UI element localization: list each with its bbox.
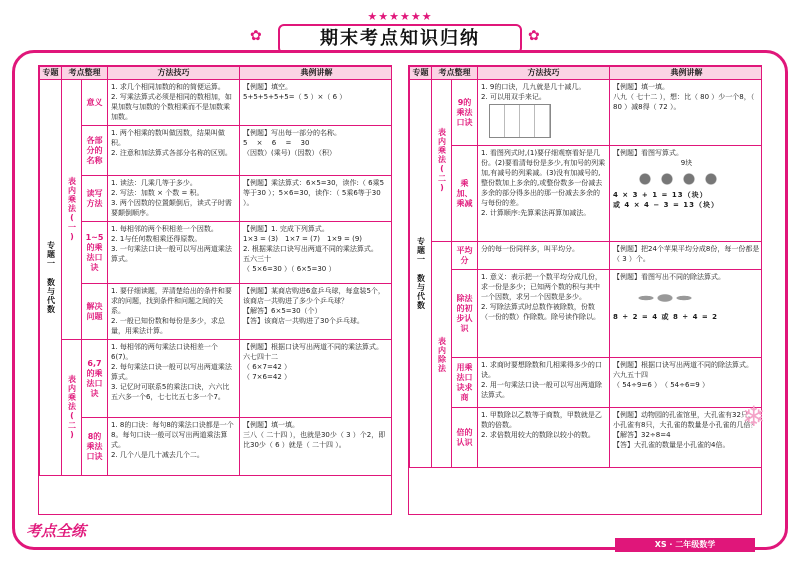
- example-line: 【例题】填一填。: [613, 83, 669, 91]
- method-line: 1. 每相邻的两句乘法口诀相差一个6(7)。: [111, 343, 218, 361]
- example-cell: [240, 418, 393, 476]
- example-line: 【例题】动物园的孔雀馆里，大孔雀有32只，小孔雀有8只，大孔雀的数量是小孔雀的几倍？: [613, 411, 758, 429]
- header-kaodian: 考点整理: [432, 67, 478, 80]
- method-cell: [478, 358, 610, 408]
- method-line: 2. 几个八是几十减去几个二。: [111, 451, 204, 459]
- method-cell: [108, 126, 240, 176]
- footer-label: XS · 二年级数学: [615, 538, 755, 552]
- method-cell: [108, 284, 240, 340]
- subtopic-label: 表内乘法(二): [432, 80, 452, 242]
- table-row: [40, 418, 393, 476]
- header-zhuanti: 专题: [410, 67, 432, 80]
- example-line: 【例题】写出每一部分的名称。: [243, 129, 341, 137]
- method-cell: [478, 408, 610, 468]
- method-cell: [108, 418, 240, 476]
- example-line: 三八（ 二十四 ），也就是30少（ 3 ）个2，即比30少（ 6 ）就是（ 二十四 ）。: [243, 431, 386, 449]
- hands-image: [489, 104, 551, 138]
- table-row: [40, 222, 393, 284]
- point-label: 平均分: [452, 242, 478, 270]
- subtopic-label: 表内乘法(二): [62, 340, 82, 476]
- table-row: [40, 126, 393, 176]
- table-row: [40, 284, 393, 340]
- example-line: 【例题】乘法算式：6×5=30，读作:（ 6乘5等于30 ）；5×6=30，读作：（ 5乘6等于30 ）。: [243, 179, 385, 207]
- page-title: 期末考点知识归纳: [278, 24, 522, 54]
- subtopic-label: 表内乘法(一): [62, 80, 82, 340]
- point-label: 解决问题: [82, 284, 108, 340]
- method-line: 1. 两个相乘的数叫做因数，结果叫做积。: [111, 129, 225, 147]
- equation: 或 4 × 4 − 3 = 13（块）: [613, 201, 720, 209]
- example-line: 【例题】看图写算式。: [613, 149, 683, 157]
- method-line: 2. 一般已知份数和每份是多少，求总量，用乘法计算。: [111, 317, 225, 335]
- example-line: 【例题】根据口诀写出两道不同的除法算式。: [613, 361, 753, 369]
- header-kaodian: 考点整理: [62, 67, 108, 80]
- method-line: 1. 读法：几乘几等于多少。: [111, 179, 197, 187]
- table-row: [410, 358, 763, 408]
- method-line: 1. 求几个相同加数的和的简便运算。: [111, 83, 225, 91]
- equation: 8 ÷ 2 = 4 或 8 ÷ 4 = 2: [613, 313, 719, 321]
- example-line: 六九五十四: [613, 371, 648, 379]
- example-cell: [240, 176, 393, 222]
- example-line: （ 7×6=42 ）: [243, 373, 291, 381]
- table-row: [40, 176, 393, 222]
- point-label: 倍的认识: [452, 408, 478, 468]
- method-line: 1. 9的口诀，几九就是几十减几。: [481, 83, 586, 91]
- example-line: 六七四十二: [243, 353, 278, 361]
- point-label: 6,7的乘法口诀: [82, 340, 108, 418]
- example-line: 【例题】1. 完成下列算式。: [243, 225, 329, 233]
- method-line: 2. 求倍数用较大的数除以较小的数。: [481, 431, 595, 439]
- example-line: 【例题】填一填。: [243, 421, 299, 429]
- example-line: （ 54÷9=6 ） （ 54÷6=9 ）: [613, 381, 709, 389]
- point-label: 9的乘法口诀: [452, 80, 478, 146]
- method-line: 2. 用一句乘法口诀一般可以写出两道除法算式。: [481, 381, 602, 399]
- header-dianli: 典例讲解: [240, 67, 393, 80]
- header-zhuanti: 专题: [40, 67, 62, 80]
- example-line: 【答】大孔雀的数量是小孔雀的4倍。: [613, 441, 730, 449]
- example-line: 【解答】6×5=30（个）: [243, 307, 322, 315]
- method-line: 2. 写法：加数 × 个数 = 积。: [111, 189, 204, 197]
- header-fangfa: 方法技巧: [108, 67, 240, 80]
- brand-logo: 考点全练: [26, 522, 87, 540]
- topic-label: 专题一 数与代数: [410, 80, 432, 468]
- example-cell: [240, 222, 393, 284]
- header-fangfa: 方法技巧: [478, 67, 610, 80]
- example-line: 【例题】看图写出不同的除法算式。: [613, 273, 725, 281]
- right-header-row: [410, 67, 763, 80]
- pears-image: [637, 284, 693, 310]
- topic-label: 专题一 数与代数: [40, 80, 62, 476]
- method-line: 2. 计算顺序:先算乘法再算加减法。: [481, 209, 591, 217]
- method-cell: [478, 146, 610, 242]
- example-line: 【例题】把24个苹果平均分成8份，每一份都是（ 3 ）个。: [613, 245, 760, 263]
- method-cell: [478, 80, 610, 146]
- example-cell: [240, 340, 393, 418]
- table-row: [410, 270, 763, 358]
- left-table: [39, 66, 392, 476]
- example-cell: [240, 80, 393, 126]
- cakes-image: [633, 170, 723, 188]
- method-line: 3. 记忆时可联系5的乘法口诀，六六比五六多一个6，七七比五七多一个7。: [111, 383, 230, 401]
- example-line: 【解答】32÷8=4: [613, 431, 671, 439]
- example-cell: [240, 284, 393, 340]
- flower-icon-right: ✿: [528, 28, 540, 44]
- example-line: 5+5+5+5+5=（ 5 ）×（ 6 ）: [243, 93, 347, 101]
- title-stars: ★★★★★★: [367, 10, 433, 23]
- header-dianli: 典例讲解: [610, 67, 763, 80]
- example-line: 【例题】根据口诀写出两道不同的乘法算式。: [243, 343, 383, 351]
- method-cell: [478, 270, 610, 358]
- example-line: 9块: [680, 159, 693, 167]
- example-cell: [240, 126, 393, 176]
- method-cell: [108, 222, 240, 284]
- method-line: 2. 可以用双手来记。: [481, 93, 546, 101]
- equation: 4 × 3 + 1 = 13（块）: [613, 191, 708, 199]
- method-cell: [478, 242, 610, 270]
- example-line: 八九（ 七十二 ），想：比（ 80 ）少一个8，（ 80 ）减8得（ 72 ）。: [613, 93, 755, 111]
- method-line: 1. 意义：表示把一个数平均分成几份，求一份是多少；已知两个数的积与其中一个因数，求另一个因数是多少。: [481, 273, 602, 301]
- example-line: （ 5×6=30 ）（ 6×5=30 ）: [243, 265, 336, 273]
- right-panel: [408, 65, 762, 515]
- point-label: 用乘法口诀求商: [452, 358, 478, 408]
- example-line: 1×3 = (3) 1×7 = (7) 1×9 = (9): [243, 235, 363, 243]
- method-line: 2. 1与任何数相乘还得原数。: [111, 235, 202, 243]
- example-cell: [610, 408, 763, 468]
- example-line: 5 × 6 = 30: [243, 139, 310, 147]
- point-label: 除法的初步认识: [452, 270, 478, 358]
- example-line: 五六三十: [243, 255, 271, 263]
- method-line: 1. 甲数除以乙数等于商数，甲数就是乙数的倍数。: [481, 411, 602, 429]
- method-line: 2. 写乘法算式必须是相同的数相加，如果加数与加数的个数相乘而不是加数乘加数。: [111, 93, 232, 121]
- example-line: 2. 根据乘法口诀写出两道不同的乘法算式。: [243, 245, 378, 253]
- left-header-row: [40, 67, 393, 80]
- example-cell: [610, 242, 763, 270]
- method-line: 1. 看图列式时,(1)要仔细观察看好是几份。(2)要看清每份是多少,有加号的列乘加,有减号的列乘减。(3)没有加减号的,整份数加上多余的,或整份数多一份减去多余的部分得多出的那一份减去多余的与每份的差。: [481, 149, 606, 207]
- method-line: 1. 要仔细读题，弄清楚给出的条件和要求的问题，找到条件和问题之间的关系。: [111, 287, 232, 315]
- method-line: 2. 每句乘法口诀一般可以写出两道乘法算式。: [111, 363, 232, 381]
- example-line: （因数）(乘号)（因数）（积）: [243, 149, 336, 157]
- point-label: 意义: [82, 80, 108, 126]
- point-label: 乘加、乘减: [452, 146, 478, 242]
- subtopic-label: 表内除法: [432, 242, 452, 468]
- method-line: 1. 求商时要想除数和几相乘得多少的口诀。: [481, 361, 602, 379]
- table-row: [410, 408, 763, 468]
- method-line: 1. 8的口诀：每句8的乘法口诀都是一个8。每句口诀一般可以写出两道乘法算式。: [111, 421, 234, 449]
- flower-icon-left: ✿: [250, 28, 262, 44]
- left-panel: [38, 65, 392, 515]
- method-line: 1. 每相邻的两个积相差一个因数。: [111, 225, 218, 233]
- method-line: 3. 两个因数的位置颠倒后，读式子时需要颠倒顺序。: [111, 199, 232, 217]
- example-cell: [610, 80, 763, 146]
- example-line: （ 6×7=42 ）: [243, 363, 291, 371]
- method-cell: [108, 340, 240, 418]
- method-line: 2. 注意和加法算式各部分名称的区别。: [111, 149, 232, 157]
- example-cell: [610, 358, 763, 408]
- method-line: 2. 写除法算式时总数作被除数，份数（一份的数）作除数。除号读作除以。: [481, 303, 600, 321]
- method-cell: [108, 80, 240, 126]
- point-label: 1~5的乘法口诀: [82, 222, 108, 284]
- right-table: [409, 66, 762, 468]
- example-line: 【答】该商店一共购进了30个乒乓球。: [243, 317, 364, 325]
- table-row: [40, 340, 393, 418]
- table-row: [40, 80, 393, 126]
- method-line: 3. 一句乘法口诀一般可以写出两道乘法算式。: [111, 245, 232, 263]
- snowflake-icon: ❄: [742, 400, 766, 433]
- example-line: 【例题】某商店购进6盒乒乓球，每盒装5个，该商店一共购进了多少个乒乓球？: [243, 287, 385, 305]
- method-line: 分的每一份同样多，叫平均分。: [481, 245, 579, 253]
- table-row: [410, 146, 763, 242]
- table-row: [410, 242, 763, 270]
- point-label: 各部分的名称: [82, 126, 108, 176]
- point-label: 8的乘法口诀: [82, 418, 108, 476]
- example-line: 【例题】填空。: [243, 83, 292, 91]
- example-cell: [610, 146, 763, 242]
- method-cell: [108, 176, 240, 222]
- example-cell: [610, 270, 763, 358]
- point-label: 读写方法: [82, 176, 108, 222]
- table-row: [410, 80, 763, 146]
